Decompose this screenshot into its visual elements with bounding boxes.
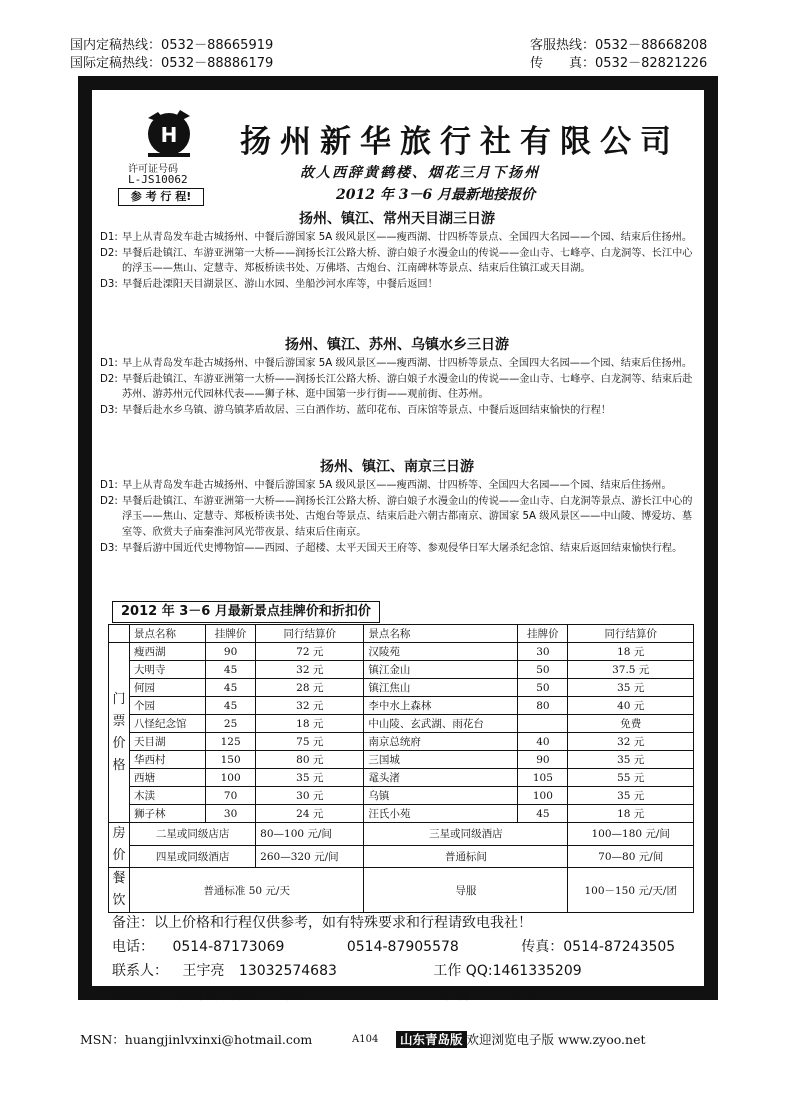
tour-day xyxy=(100,277,694,293)
header-cell: 景点名称 xyxy=(364,625,518,643)
price-cell: 35 元 xyxy=(568,787,694,805)
zip-label: 邮 编： xyxy=(438,988,482,1003)
attraction-name-cell: 个园 xyxy=(130,697,206,715)
price-cell: 28 元 xyxy=(256,679,364,697)
price-cell: 75 元 xyxy=(256,733,364,751)
attraction-name-cell: 何园 xyxy=(130,679,206,697)
fax-line-label: 传 真： xyxy=(530,56,596,71)
attraction-name-cell: 李中水上森林 xyxy=(364,697,518,715)
tour-day xyxy=(100,478,694,494)
domestic-hotline-label: 国内定稿热线： xyxy=(70,38,162,53)
price-cell: 80 元 xyxy=(256,751,364,769)
attraction-name-cell: 八怪纪念馆 xyxy=(130,715,206,733)
price-cell: 40 元 xyxy=(568,697,694,715)
phone-2: 0514-87905578 xyxy=(346,939,459,955)
address-label: 公司地址： xyxy=(112,988,178,1003)
hotel-price-cell: 100—180 元/间 xyxy=(568,823,694,846)
tour-day xyxy=(100,494,694,541)
day-label: D1: xyxy=(100,232,118,243)
day-text: 早上从青岛发车赴古城扬州、中餐后游国家 5A 级风景区——瘦西湖、廿四桥等景点、全国四大名园——个园、结束后住扬州。 xyxy=(122,358,693,369)
table-header-row xyxy=(109,625,694,643)
price-table xyxy=(108,624,694,913)
guide-label-cell: 导服 xyxy=(364,868,568,913)
price-cell: 30 xyxy=(206,805,256,823)
table-corner-cell xyxy=(109,625,130,643)
tour-day xyxy=(100,230,694,246)
tour-title: 扬州、镇江、常州天目湖三日游 xyxy=(299,211,495,227)
attraction-name-cell: 大明寺 xyxy=(130,661,206,679)
address: 扬州东方名城1-03幢302 xyxy=(177,988,323,1003)
table-row xyxy=(109,715,694,733)
license-number: L-JS10062 xyxy=(128,173,188,186)
hotel-price-cell: 260—320 元/间 xyxy=(256,845,364,868)
tour-day xyxy=(100,372,694,403)
day-text: 早餐后赴水乡乌镇、游乌镇茅盾故居、三白酒作坊、蓝印花布、百床馆等景点、中餐后返回结束愉快的行程！ xyxy=(122,405,611,417)
hotel-type-cell: 普通标间 xyxy=(364,845,568,868)
fax-line xyxy=(530,54,707,74)
domestic-hotline xyxy=(70,36,273,56)
day-text: 早餐后赴镇江、车游亚洲第一大桥——润扬长江公路大桥、游白娘子水漫金山的传说——金山寺、七峰亭、白龙洞等、结束后赴苏州、游苏州元代园林代表——狮子林、逛中国第一步行街——观前街、住苏州。 xyxy=(122,373,693,401)
zip-code: 225003 xyxy=(487,988,538,1003)
price-cell: 18 元 xyxy=(256,715,364,733)
meal-price-cell: 普通标准 50 元/天 xyxy=(130,868,364,913)
price-cell: 105 xyxy=(518,769,568,787)
tour-title: 扬州、镇江、南京三日游 xyxy=(320,459,474,475)
price-cell: 30 元 xyxy=(256,787,364,805)
price-cell: 18 元 xyxy=(568,643,694,661)
contact-name: 王宇亮 xyxy=(182,963,225,979)
footer-welcome: 欢迎浏览电子版 www.zyoo.net xyxy=(466,1032,646,1047)
attraction-name-cell: 木渎 xyxy=(130,787,206,805)
price-cell: 50 xyxy=(518,661,568,679)
day-text: 早餐后游中国近代史博物馆——西园、子超楼、太平天国天王府等、参观侵华日军大屠杀纪念馆、结束后返回结束愉快行程。 xyxy=(122,542,683,554)
tour-day xyxy=(100,403,694,419)
contact-label: 联系人： xyxy=(112,963,168,979)
day-label: D1: xyxy=(100,358,118,369)
header-cell: 挂牌价 xyxy=(206,625,256,643)
attraction-name-cell: 镇江金山 xyxy=(364,661,518,679)
qq-number: 1461335209 xyxy=(492,963,582,979)
price-cell: 35 元 xyxy=(568,751,694,769)
price-cell: 100 xyxy=(206,769,256,787)
day-label: D1: xyxy=(100,480,118,491)
hotel-price-cell: 70—80 元/间 xyxy=(568,845,694,868)
remark: 备注：以上价格和行程仅供参考，如有特殊要求和行程请致电我社！ xyxy=(112,915,532,931)
price-table-title: 2012 年 3－6 月最新景点挂牌价和折扣价 xyxy=(112,601,380,623)
hotel-type-cell: 三星或同级酒店 xyxy=(364,823,568,846)
service-hotline-label: 客服热线： xyxy=(530,38,596,53)
price-cell: 45 xyxy=(206,697,256,715)
footer-badge: 山东青岛版 xyxy=(396,1031,467,1048)
price-cell xyxy=(518,715,568,733)
contact-phone: 13032574683 xyxy=(238,963,337,979)
tour-section-3 xyxy=(100,456,694,557)
meal-side-label: 餐饮 xyxy=(109,868,130,913)
price-cell: 32 元 xyxy=(256,661,364,679)
day-label: D2: xyxy=(100,373,118,385)
table-row xyxy=(109,733,694,751)
table-row xyxy=(109,787,694,805)
reference-itinerary-tag: 参 考 行 程! xyxy=(118,188,204,206)
price-cell: 32 元 xyxy=(256,697,364,715)
phone-1: 0514-87173069 xyxy=(172,939,285,955)
hotel-price-side-label: 房价 xyxy=(109,823,130,868)
day-label: D3: xyxy=(100,542,118,554)
price-cell: 150 xyxy=(206,751,256,769)
tour-day xyxy=(100,356,694,372)
table-row xyxy=(109,643,694,661)
price-cell: 90 xyxy=(206,643,256,661)
tour-title: 扬州、镇江、苏州、乌镇水乡三日游 xyxy=(285,337,509,353)
attraction-name-cell: 乌镇 xyxy=(364,787,518,805)
footer-promo xyxy=(396,1030,646,1048)
price-cell: 24 元 xyxy=(256,805,364,823)
header-cell: 同行结算价 xyxy=(568,625,694,643)
address-line xyxy=(112,984,537,1003)
price-cell: 18 元 xyxy=(568,805,694,823)
price-cell: 100 xyxy=(518,787,568,805)
footer-msn: MSN：huangjinlvxinxi@hotmail.com xyxy=(80,1032,313,1047)
price-cell: 70 xyxy=(206,787,256,805)
header-cell: 同行结算价 xyxy=(256,625,364,643)
attraction-name-cell: 鼋头渚 xyxy=(364,769,518,787)
table-row xyxy=(109,661,694,679)
hotel-type-cell: 二星或同级店店 xyxy=(130,823,256,846)
svg-text:H: H xyxy=(160,123,178,147)
tour-day xyxy=(100,541,694,557)
attraction-name-cell: 汉陵苑 xyxy=(364,643,518,661)
fax-line-phone: 0532－82821226 xyxy=(595,56,708,71)
hotel-row xyxy=(109,845,694,868)
day-text: 早餐后赴溧阳天目湖景区、游山水园、坐船沙河水库等，中餐后返回！ xyxy=(122,279,438,291)
fax-label: 传真： xyxy=(521,939,564,955)
intl-hotline xyxy=(70,54,273,74)
day-label: D3: xyxy=(100,279,118,291)
hotel-price-cell: 80—100 元/间 xyxy=(256,823,364,846)
license-label: 许可证号码 xyxy=(128,164,178,175)
price-cell: 35 元 xyxy=(256,769,364,787)
price-cell: 80 xyxy=(518,697,568,715)
price-cell: 45 xyxy=(206,679,256,697)
price-cell: 45 xyxy=(206,661,256,679)
price-cell: 72 元 xyxy=(256,643,364,661)
meal-row xyxy=(109,868,694,913)
price-cell: 45 xyxy=(518,805,568,823)
footer-page-number: A104 xyxy=(352,1034,379,1045)
price-cell: 125 xyxy=(206,733,256,751)
slogan: 故人西辞黄鹤楼、烟花三月下扬州 xyxy=(300,165,540,181)
day-label: D2: xyxy=(100,247,118,259)
intl-hotline-phone: 0532－88886179 xyxy=(161,56,274,71)
price-cell: 55 元 xyxy=(568,769,694,787)
service-hotline xyxy=(530,36,707,56)
hotel-row xyxy=(109,823,694,846)
attraction-name-cell: 狮子林 xyxy=(130,805,206,823)
hotel-type-cell: 四星或同级酒店 xyxy=(130,845,256,868)
attraction-name-cell: 汪氏小苑 xyxy=(364,805,518,823)
subtitle: 2012 年 3－6 月最新地接报价 xyxy=(336,187,536,203)
table-row xyxy=(109,679,694,697)
table-row xyxy=(109,805,694,823)
price-cell: 30 xyxy=(518,643,568,661)
attraction-name-cell: 天目湖 xyxy=(130,733,206,751)
price-cell: 50 xyxy=(518,679,568,697)
price-cell: 免费 xyxy=(568,715,694,733)
price-cell: 25 xyxy=(206,715,256,733)
qq-label: 工作 QQ: xyxy=(433,963,493,979)
price-cell: 90 xyxy=(518,751,568,769)
attraction-name-cell: 三国城 xyxy=(364,751,518,769)
attraction-name-cell: 瘦西湖 xyxy=(130,643,206,661)
day-text: 早上从青岛发车赴古城扬州、中餐后游国家 5A 级风景区——瘦西湖、廿四桥等、全国四大名园——个园、结束后住扬州。 xyxy=(122,480,672,491)
price-cell: 35 元 xyxy=(568,679,694,697)
day-text: 早餐后赴镇江、车游亚洲第一大桥——润扬长江公路大桥、游白娘子水漫金山的传说——金山寺、七峰亭、白龙洞等、长江中心的浮玉——焦山、定慧寺、郑板桥读书处、万佛塔、古炮台、江南碑林等景点、结束后住镇江或天目湖。 xyxy=(122,247,693,275)
tour-section-2 xyxy=(100,334,694,419)
day-text: 早上从青岛发车赴古城扬州、中餐后游国家 5A 级风景区——瘦西湖、廿四桥等景点、全国四大名园——个园、结束后住扬州。 xyxy=(122,232,693,243)
fax-number: 0514-87243505 xyxy=(563,939,676,955)
day-label: D3: xyxy=(100,405,118,417)
domestic-hotline-phone: 0532－88665919 xyxy=(161,38,274,53)
price-cell: 40 xyxy=(518,733,568,751)
attraction-name-cell: 西塘 xyxy=(130,769,206,787)
service-hotline-phone: 0532－88668208 xyxy=(595,38,708,53)
attraction-name-cell: 中山陵、玄武湖、雨花台 xyxy=(364,715,518,733)
intl-hotline-label: 国际定稿热线： xyxy=(70,56,162,71)
phone-label: 电话： xyxy=(112,939,154,955)
attraction-name-cell: 华西村 xyxy=(130,751,206,769)
contact-line xyxy=(112,960,582,980)
table-row xyxy=(109,697,694,715)
price-cell: 37.5 元 xyxy=(568,661,694,679)
table-row xyxy=(109,751,694,769)
day-text: 早餐后赴镇江、车游亚洲第一大桥——润扬长江公路大桥、游白娘子水漫金山的传说——金山寺、白龙洞等景点、游长江中心的浮玉——焦山、定慧寺、郑板桥读书处、古炮台等景点、结束后赴六朝古都南京、游国家 5A 级风景区——中山陵、博爱坊、墓室等、欣赏夫子庙秦淮河风光带夜景、结束后住南京。 xyxy=(122,495,693,539)
phone-line xyxy=(112,936,675,956)
company-name: 扬州新华旅行社有限公司 xyxy=(240,124,680,160)
attraction-name-cell: 镇江焦山 xyxy=(364,679,518,697)
company-logo-icon xyxy=(140,106,198,158)
table-row xyxy=(109,769,694,787)
header-cell: 景点名称 xyxy=(130,625,206,643)
tour-section-1 xyxy=(100,208,694,293)
ticket-price-side-label: 门票价格 xyxy=(109,643,130,823)
guide-price-cell: 100－150 元/天/团 xyxy=(568,868,694,913)
day-label: D2: xyxy=(100,495,118,507)
price-cell: 32 元 xyxy=(568,733,694,751)
tour-day xyxy=(100,246,694,277)
attraction-name-cell: 南京总统府 xyxy=(364,733,518,751)
header-cell: 挂牌价 xyxy=(518,625,568,643)
